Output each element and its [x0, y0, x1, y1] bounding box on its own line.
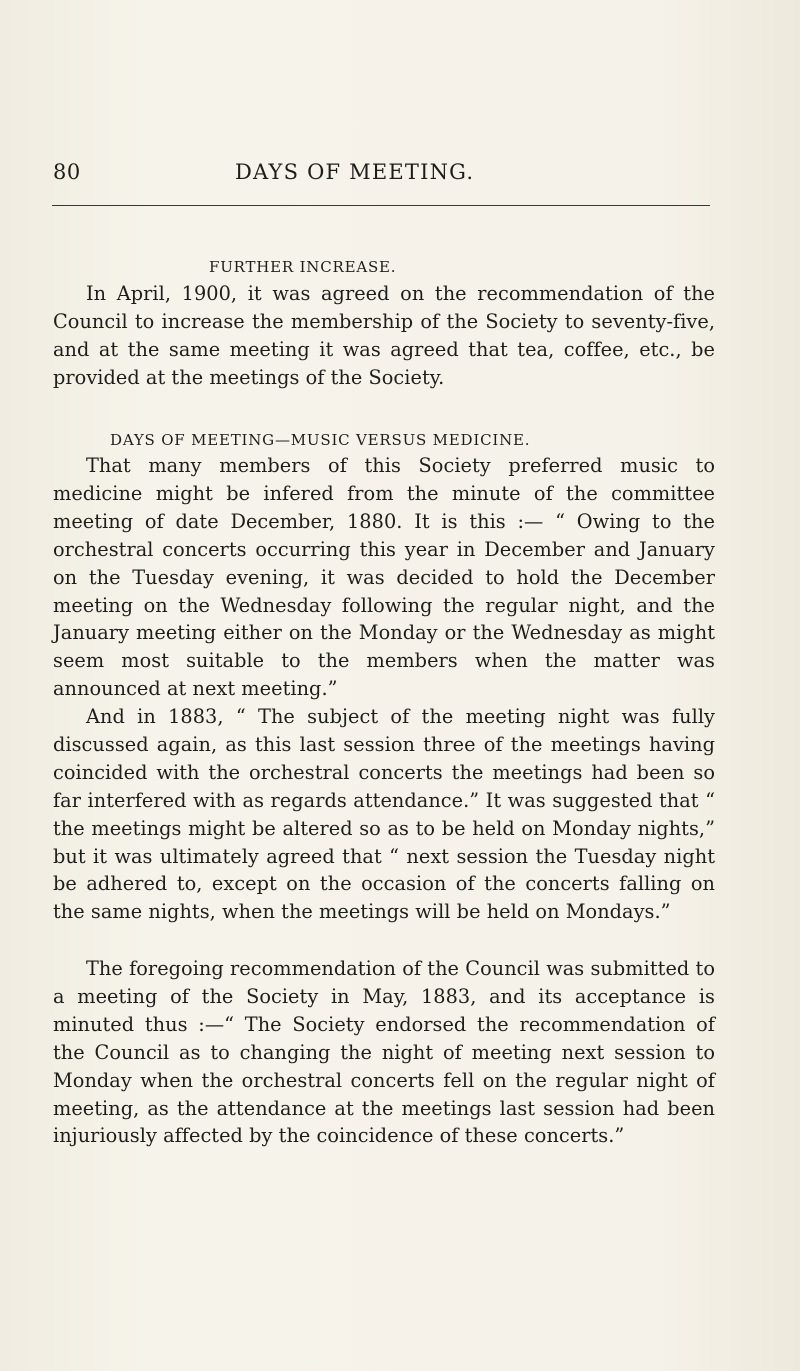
section-heading-further-increase: FURTHER INCREASE. [209, 258, 397, 276]
page-number: 80 [53, 160, 81, 184]
paragraph: That many members of this Society preferred music to medicine might be infered from the minute of the committee meeting of date December, 1880. It is this :— “ Owing to the orchestral concerts occurring this year in December and January on the Tuesday evening, it was decided to hold the December meeting on the Wednesday following the regular night, and the January meeting either on the Monday or the Wednesday as might seem most suitable to the members when the matter was announced at next meeting.” [53, 454, 715, 701]
section-heading-days-of-meeting: DAYS OF MEETING—MUSIC VERSUS MEDICINE. [110, 431, 531, 449]
running-head: DAYS OF MEETING. [235, 160, 475, 184]
paragraph: In April, 1900, it was agreed on the recommendation of the Council to increase the membership of the Society to seventy-five, and at the same meeting it was agreed that tea, coffee, etc., be provided at the meetings of the Society. [53, 282, 715, 389]
paragraph: The foregoing recommendation of the Council was submitted to a meeting of the Society in May, 1883, and its acceptance is minuted thus :—“ The Society endorsed the recommendation of the Council as to changing the night of meeting next session to Monday when the orchestral concerts fell on the regular night of meeting, as the attendance at the meetings last session had been injuriously affected by the coincidence of these concerts.” [53, 957, 715, 1148]
paragraph: And in 1883, “ The subject of the meeting night was fully discussed again, as this last session three of the meetings having coincided with the orchestral concerts the meetings had been so far interfered with as regards attendance.” It was suggested that “ the meetings might be altered so as to be held on Monday nights,” but it was ultimately agreed that “ next session the Tuesday night be adhered to, except on the occasion of the concerts falling on the same nights, when the meetings will be held on Mondays.” [53, 705, 715, 924]
header-rule [52, 205, 710, 206]
